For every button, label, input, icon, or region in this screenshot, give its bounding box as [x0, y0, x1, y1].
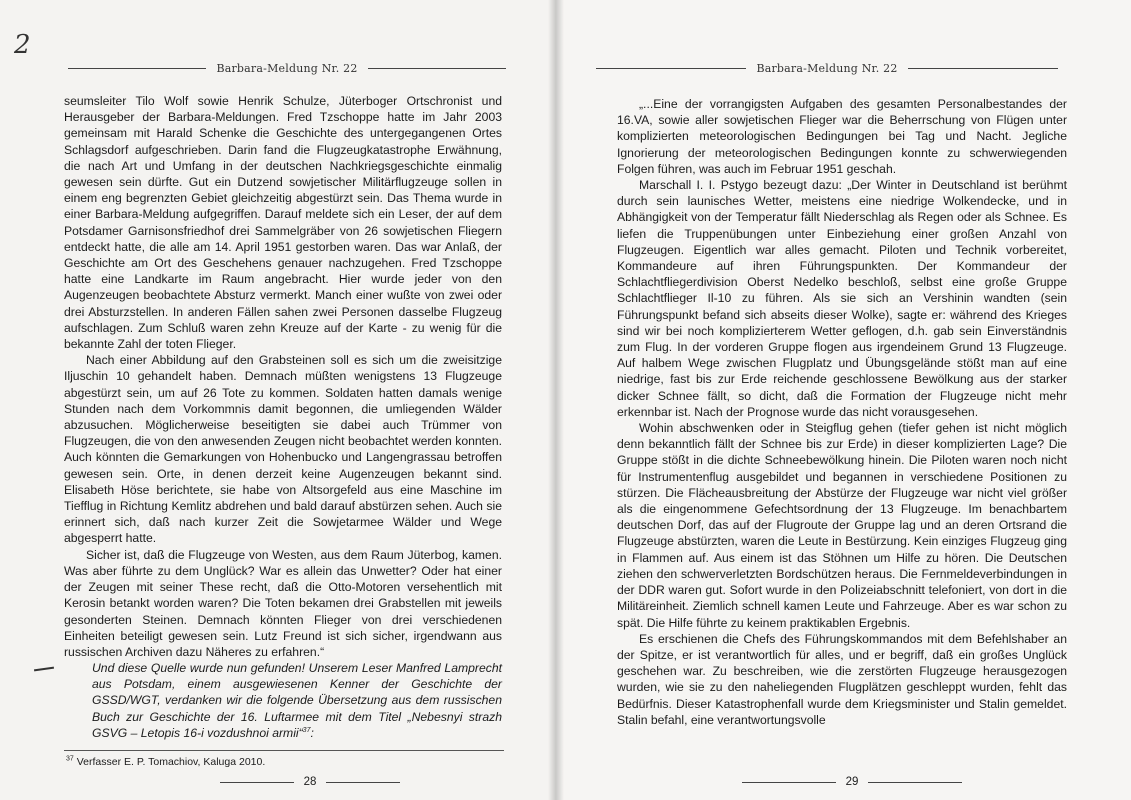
handwritten-dash-mark	[34, 667, 54, 672]
page-number-rule-left	[220, 782, 294, 783]
running-title: Barbara-Meldung Nr. 22	[756, 61, 898, 75]
footnote-number: 37	[66, 755, 74, 763]
header-rule-left	[596, 68, 746, 69]
footnote	[66, 756, 506, 769]
header-rule-right	[368, 68, 506, 69]
footnote-rule	[64, 750, 504, 751]
left-running-header	[68, 60, 506, 76]
editorial-note-text: Und diese Quelle wurde nun gefunden! Unserem Leser Manfred Lamprecht aus Potsdam, einem ausgewiesenen Kenner der Geschichte der GSSD/WGT, verdanken wir die folgende Übersetzung aus dem russischen Buch zur Geschichte der 16. Luftarmee mit dem Titel „Nebesnyi strazh GSVG – Letopis 16-i vozdushnoi armii“	[92, 661, 502, 740]
page-number-rule-right	[868, 782, 962, 783]
running-title: Barbara-Meldung Nr. 22	[216, 61, 358, 75]
editorial-note	[92, 660, 502, 741]
paragraph: seumsleiter Tilo Wolf sowie Henrik Schulze, Jüterboger Ortschronist und Herausgeber der Barbara-Meldungen. Fred Tzschoppe hatte im Jahr 2003 gemeinsam mit Harald Schenke die Geschichte des untergegangenen Ortes Schlagsdorf aufgeschrieben. Darin fand die Flugzeugkatastrophe Erwähnung, die nach Art und Umfang in der deutschen Nachkriegsgeschichte einmalig gewesen sein dürfte. Gut ein Dutzend sowjetischer Militärflugzeuge sollen in einem eng begrenzten Gebiet gleichzeitig abgestürzt sein. Das Thema wurde in einer Barbara-Meldung aufgegriffen. Darauf meldete sich ein Leser, der auf dem Potsdamer Garnisonsfriedhof drei Sammelgräber von 26 sowjetischen Fliegern entdeckt hatte, die alle am 14. April 1951 gestorben waren. Das war Anlaß, der Geschichte am Ort des Geschehens genauer nachzugehen. Fred Tzschoppe hatte eine Landkarte im Raum angebracht. Hier wurde jeder von den Augenzeugen beobachtete Absturz vermerkt. Manch einer wußte von zwei oder drei Absturzstellen. In anderen Fällen sahen zwei Personen dasselbe Flugzeug aufschlagen. Zum Schluß waren zehn Kreuze auf der Karte - zu wenig für die bekannte Zahl der toten Flieger.	[64, 94, 502, 352]
right-page	[556, 0, 1131, 800]
header-rule-right	[908, 68, 1058, 69]
right-running-header	[596, 60, 1058, 76]
left-page	[0, 0, 556, 800]
paragraph: Sicher ist, daß die Flugzeuge von Westen, aus dem Raum Jüterbog, kamen. Was aber führte zu dem Unglück? War es allein das Unwetter? Oder hat einer der Zeugen mit seiner These recht, daß die Otto-Motoren versehentlich mit Kerosin betankt worden waren? Die Toten bekamen drei Grabstellen mit jeweils gesonderten Steinen. Demnach könnten Flieger von drei verschiedenen Einheiten beteiligt gewesen sein. Lutz Freund ist sich sicher, irgendwann aus russischen Archiven dazu Näheres zu erfahren.“	[64, 547, 502, 659]
footnote-text: Verfasser E. P. Tomachiov, Kaluga 2010.	[76, 756, 266, 768]
footnote-reference: 37	[302, 726, 311, 734]
paragraph: Es erschienen die Chefs des Führungskommandos mit dem Befehlshaber an der Spitze, er ist verantwortlich für alles, und er begriff, daß ein großes Unglück geschehen war. Zu beschreiben, wie die zerstörten Flugzeuge herausgezogen wurden, wie sie zu den naheliegenden Flugplätzen geschleppt wurden, fehlt das Bedürfnis. Dieser Katastrophenfall wurde dem Kriegsminister und Stalin gemeldet. Stalin befahl, eine verantwortungsvolle	[617, 631, 1067, 727]
page-number-rule-right	[326, 782, 400, 783]
page-number-rule-left	[742, 782, 836, 783]
right-body-text	[617, 96, 1067, 728]
page-number: 28	[303, 776, 317, 788]
page-number: 29	[845, 776, 859, 788]
book-gutter-shadow	[548, 0, 564, 800]
paragraph: Marschall I. I. Pstygo bezeugt dazu: „Der Winter in Deutschland ist berühmt durch sein launisches Wetter, meistens eine niedrige Wolkendecke, und in Abhängigkeit von der Temperatur fällt Niederschlag als Regen oder als Schnee. Es liefen die Truppenübungen unter Einbeziehung einer großen Anzahl von Flugzeugen. Eigentlich war alles gemacht. Piloten und Technik vorbereitet, Kommandeure auf ihren Führungspunkten. Der Kommandeur der Schlachtfliegerdivision Oberst Nedelko beschloß, selbst eine große Gruppe Schlachtflieger Il-10 zu führen. Als sie sich an Vershinin wandten (sein Führungspunkt befand sich abseits dieser Wolke), sagte er: während des Krieges sind wir bei noch komplizierterem Wetter geflogen, d.h. gab sein Einverständnis zum Flug. In der vorderen Gruppe flogen aus irgendeinem Grund 13 Flugzeuge. Auf halbem Wege zwischen Flugplatz und Übungsgelände stößt man auf eine niedrige, fast bis zur Erde reichende geschlossene Bewölkung aus der starker dicker Schnee fällt, so dicht, daß die Formation der Flugzeuge nicht mehr erkennbar ist. Nach der Prognose wurde das nicht vorausgesehen.	[617, 178, 1067, 419]
left-body-text	[64, 93, 502, 660]
paragraph: „...Eine der vorrangigsten Aufgaben des gesamten Personalbestandes der 16.VA, sowie aller sowjetischen Flieger war die Beherrschung von Flügen unter komplizierten meteorologischen Bedingungen bei Tag und Nacht. Jegliche Ignorierung der meteorologischen Bedingungen konnte zu schwerwiegenden Folgen führen, was auch im Februar 1951 geschah.	[617, 97, 1067, 176]
right-page-number	[742, 776, 962, 788]
paragraph: Nach einer Abbildung auf den Grabsteinen soll es sich um die zweisitzige Iljuschin 10 gehandelt haben. Demnach müßten wenigstens 13 Flugzeuge abgestürzt sein, um auf 26 Tote zu kommen. Soldaten hatten damals wenige Stunden nach dem Vorkommnis damit begonnen, die umliegenden Wälder abzusuchen. Möglicherweise beseitigten sie dabei auch Trümmer von Flugzeugen, die von den anwesenden Zeugen nicht beobachtet werden konnten. Auch könnten die Gemarkungen von Hohenbucko und Langengrassau betroffen gewesen sein. Orte, in denen derzeit keine Augenzeugen bekannt sind. Elisabeth Höse berichtete, sie habe von Altsorgefeld aus eine Maschine im Tiefflug in Richtung Kemlitz abdrehen und bald darauf abstürzen sehen. Auch sie erinnert sich, daß nach kurzer Zeit die Sowjetarmee Wälder und Wege abgesperrt hatte.	[64, 353, 502, 546]
handwritten-page-mark: 2	[14, 30, 31, 60]
header-rule-left	[68, 68, 206, 69]
editorial-note-end: :	[310, 725, 314, 740]
paragraph: Wohin abschwenken oder in Steigflug gehen (tiefer gehen ist nicht möglich denn bekanntlich fällt der Schnee bis zur Erde) in dieser komplizierten Lage? Die Gruppe stößt in die dichte Schneebewölkung hinein. Die Piloten waren noch nicht für Instrumentenflug ausgebildet und begannen in verschiedene Positionen zu stürzen. Die Flächeausbreitung der Abstürze der Flugzeuge war nicht viel größer als die eingenommene Gefechtsordnung der 13 Flugzeuge. Im benachbartem deutschen Dorf, das auf der Flugroute der Gruppe lag und an deren Ortsrand die Flugzeuge abstürzten, waren die Leute in Bestürzung. Kein einziges Flugzeug ging in Flammen auf. Aus einem ist das Stöhnen um Hilfe zu hören. Die Deutschen ziehen den schwerverletzten Bordschützen heraus. Die Fernmeldeverbindungen in der DDR waren gut. Sofort wurde in den Polizeiabschnitt telefoniert, von dort in die Militäreinheit. Ziemlich schnell kamen Leute und Fahrzeuge. Aber es war schon zu spät. Die Hilfe führte zu keinem praktikablen Ergebnis.	[617, 421, 1067, 630]
left-page-number	[220, 776, 400, 788]
